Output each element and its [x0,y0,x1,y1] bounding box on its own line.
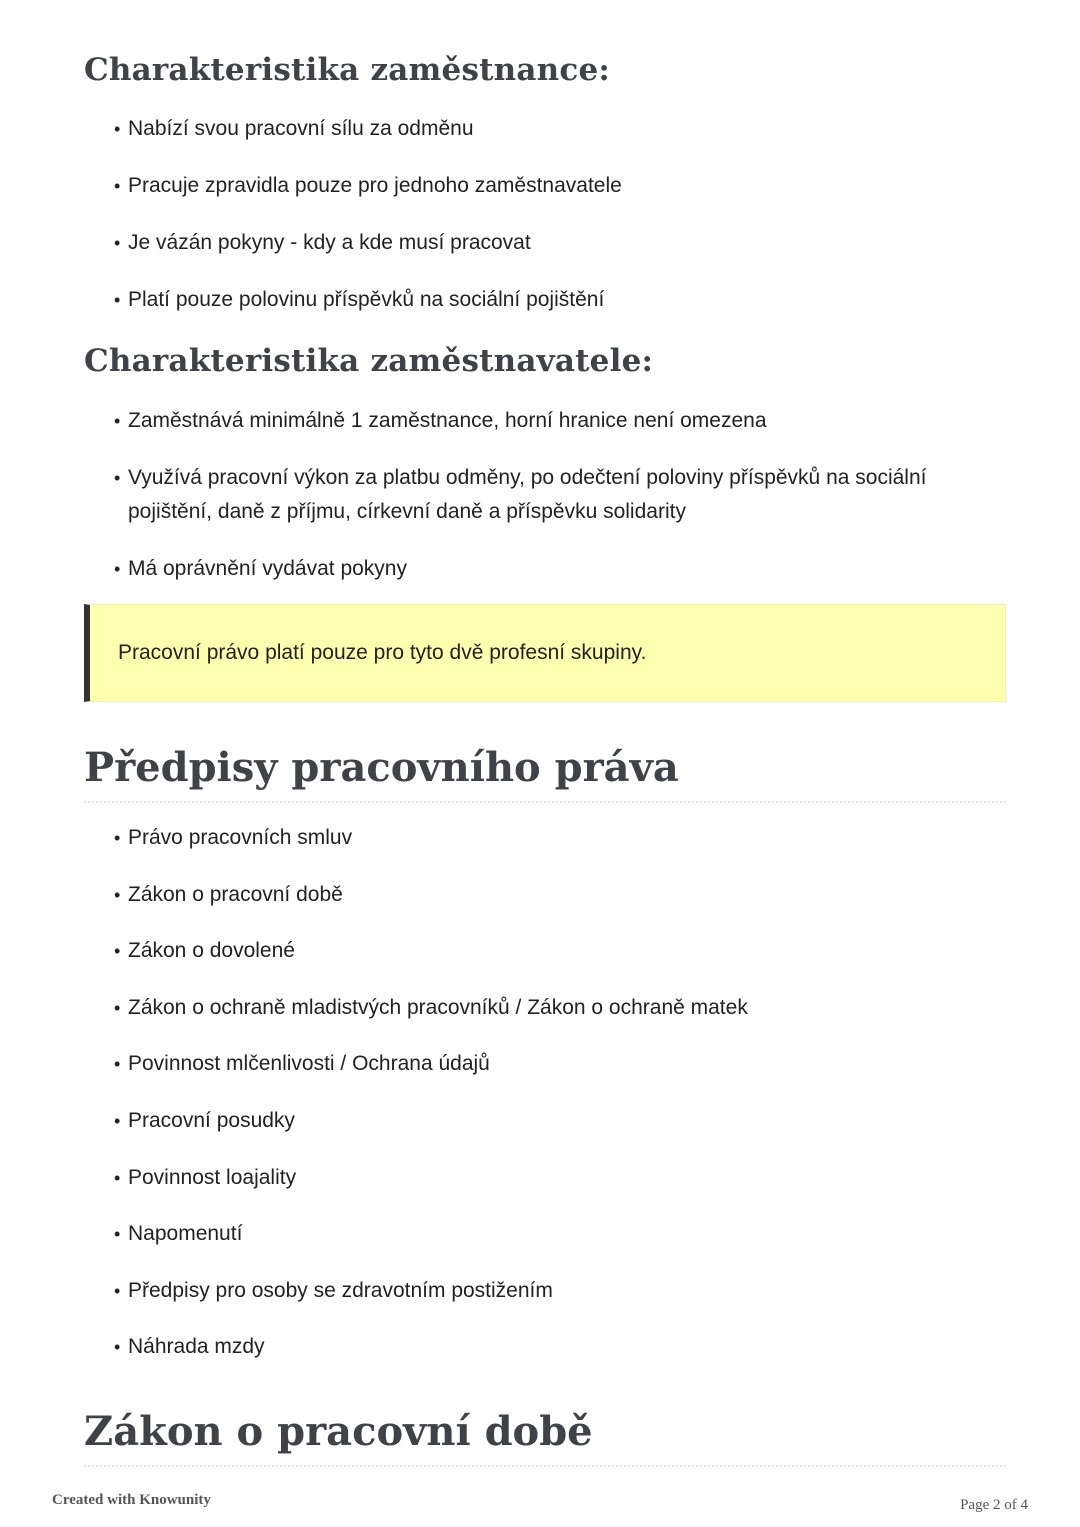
list-item: • Právo pracovních smluv [114,821,974,855]
bullet-icon: • [114,1224,121,1245]
bullet-icon: • [114,1337,121,1358]
bullet-icon: • [114,411,121,431]
bullet-icon: • [114,1167,121,1188]
list-item: • Nabízí svou pracovní sílu za odměnu [114,112,974,146]
bullet-icon: • [114,997,121,1018]
list-item: • Pracovní posudky [114,1104,974,1138]
section-heading-employer: Charakteristika zaměstnavatele: [84,343,654,379]
footer-page-number: Page 2 of 4 [960,1497,1028,1513]
list-item: • Napomenutí [114,1217,974,1251]
section-heading-working-time: Zákon o pracovní době [84,1408,1006,1467]
bullet-icon: • [114,468,121,488]
employee-list [114,112,974,317]
list-item: • Povinnost mlčenlivosti / Ochrana údajů [114,1047,974,1081]
list-item: • Předpisy pro osoby se zdravotním postižením [114,1274,974,1308]
list-item: • Využívá pracovní výkon za platbu odměny, po odečtení poloviny příspěvků na sociální pojištění, daně z příjmu, církevní daně a příspěvku solidarity [114,461,974,529]
list-item: • Platí pouze polovinu příspěvků na sociální pojištění [114,283,974,317]
bullet-icon: • [114,1280,121,1301]
list-item: • Zákon o pracovní době [114,878,974,912]
bullet-icon: • [114,233,121,253]
list-item: • Náhrada mzdy [114,1330,974,1364]
bullet-icon: • [114,119,121,139]
bullet-icon: • [114,176,121,196]
list-item: • Povinnost loajality [114,1161,974,1195]
list-item: • Zákon o ochraně mladistvých pracovníků / Zákon o ochraně matek [114,991,974,1025]
bullet-icon: • [114,828,121,848]
list-item: • Je vázán pokyny - kdy a kde musí pracovat [114,226,974,260]
list-item: • Má oprávnění vydávat pokyny [114,552,974,586]
section-heading-employee: Charakteristika zaměstnance: [84,52,611,88]
bullet-icon: • [114,1110,121,1131]
note-callout [84,604,1006,702]
bullet-icon: • [114,884,121,905]
list-item: • Pracuje zpravidla pouze pro jednoho zaměstnavatele [114,169,974,203]
footer-created-with: Created with Knowunity [52,1492,211,1508]
list-item: • Zaměstnává minimálně 1 zaměstnance, horní hranice není omezena [114,404,974,438]
list-item: • Zákon o dovolené [114,934,974,968]
bullet-icon: • [114,941,121,962]
employer-list [114,404,974,586]
note-text: Pracovní právo platí pouze pro tyto dvě profesní skupiny. [118,641,647,664]
bullet-icon: • [114,1054,121,1075]
bullet-icon: • [114,290,121,310]
section-heading-regulations: Předpisy pracovního práva [84,744,1006,803]
bullet-icon: • [114,559,121,579]
regulations-list [114,821,974,1364]
